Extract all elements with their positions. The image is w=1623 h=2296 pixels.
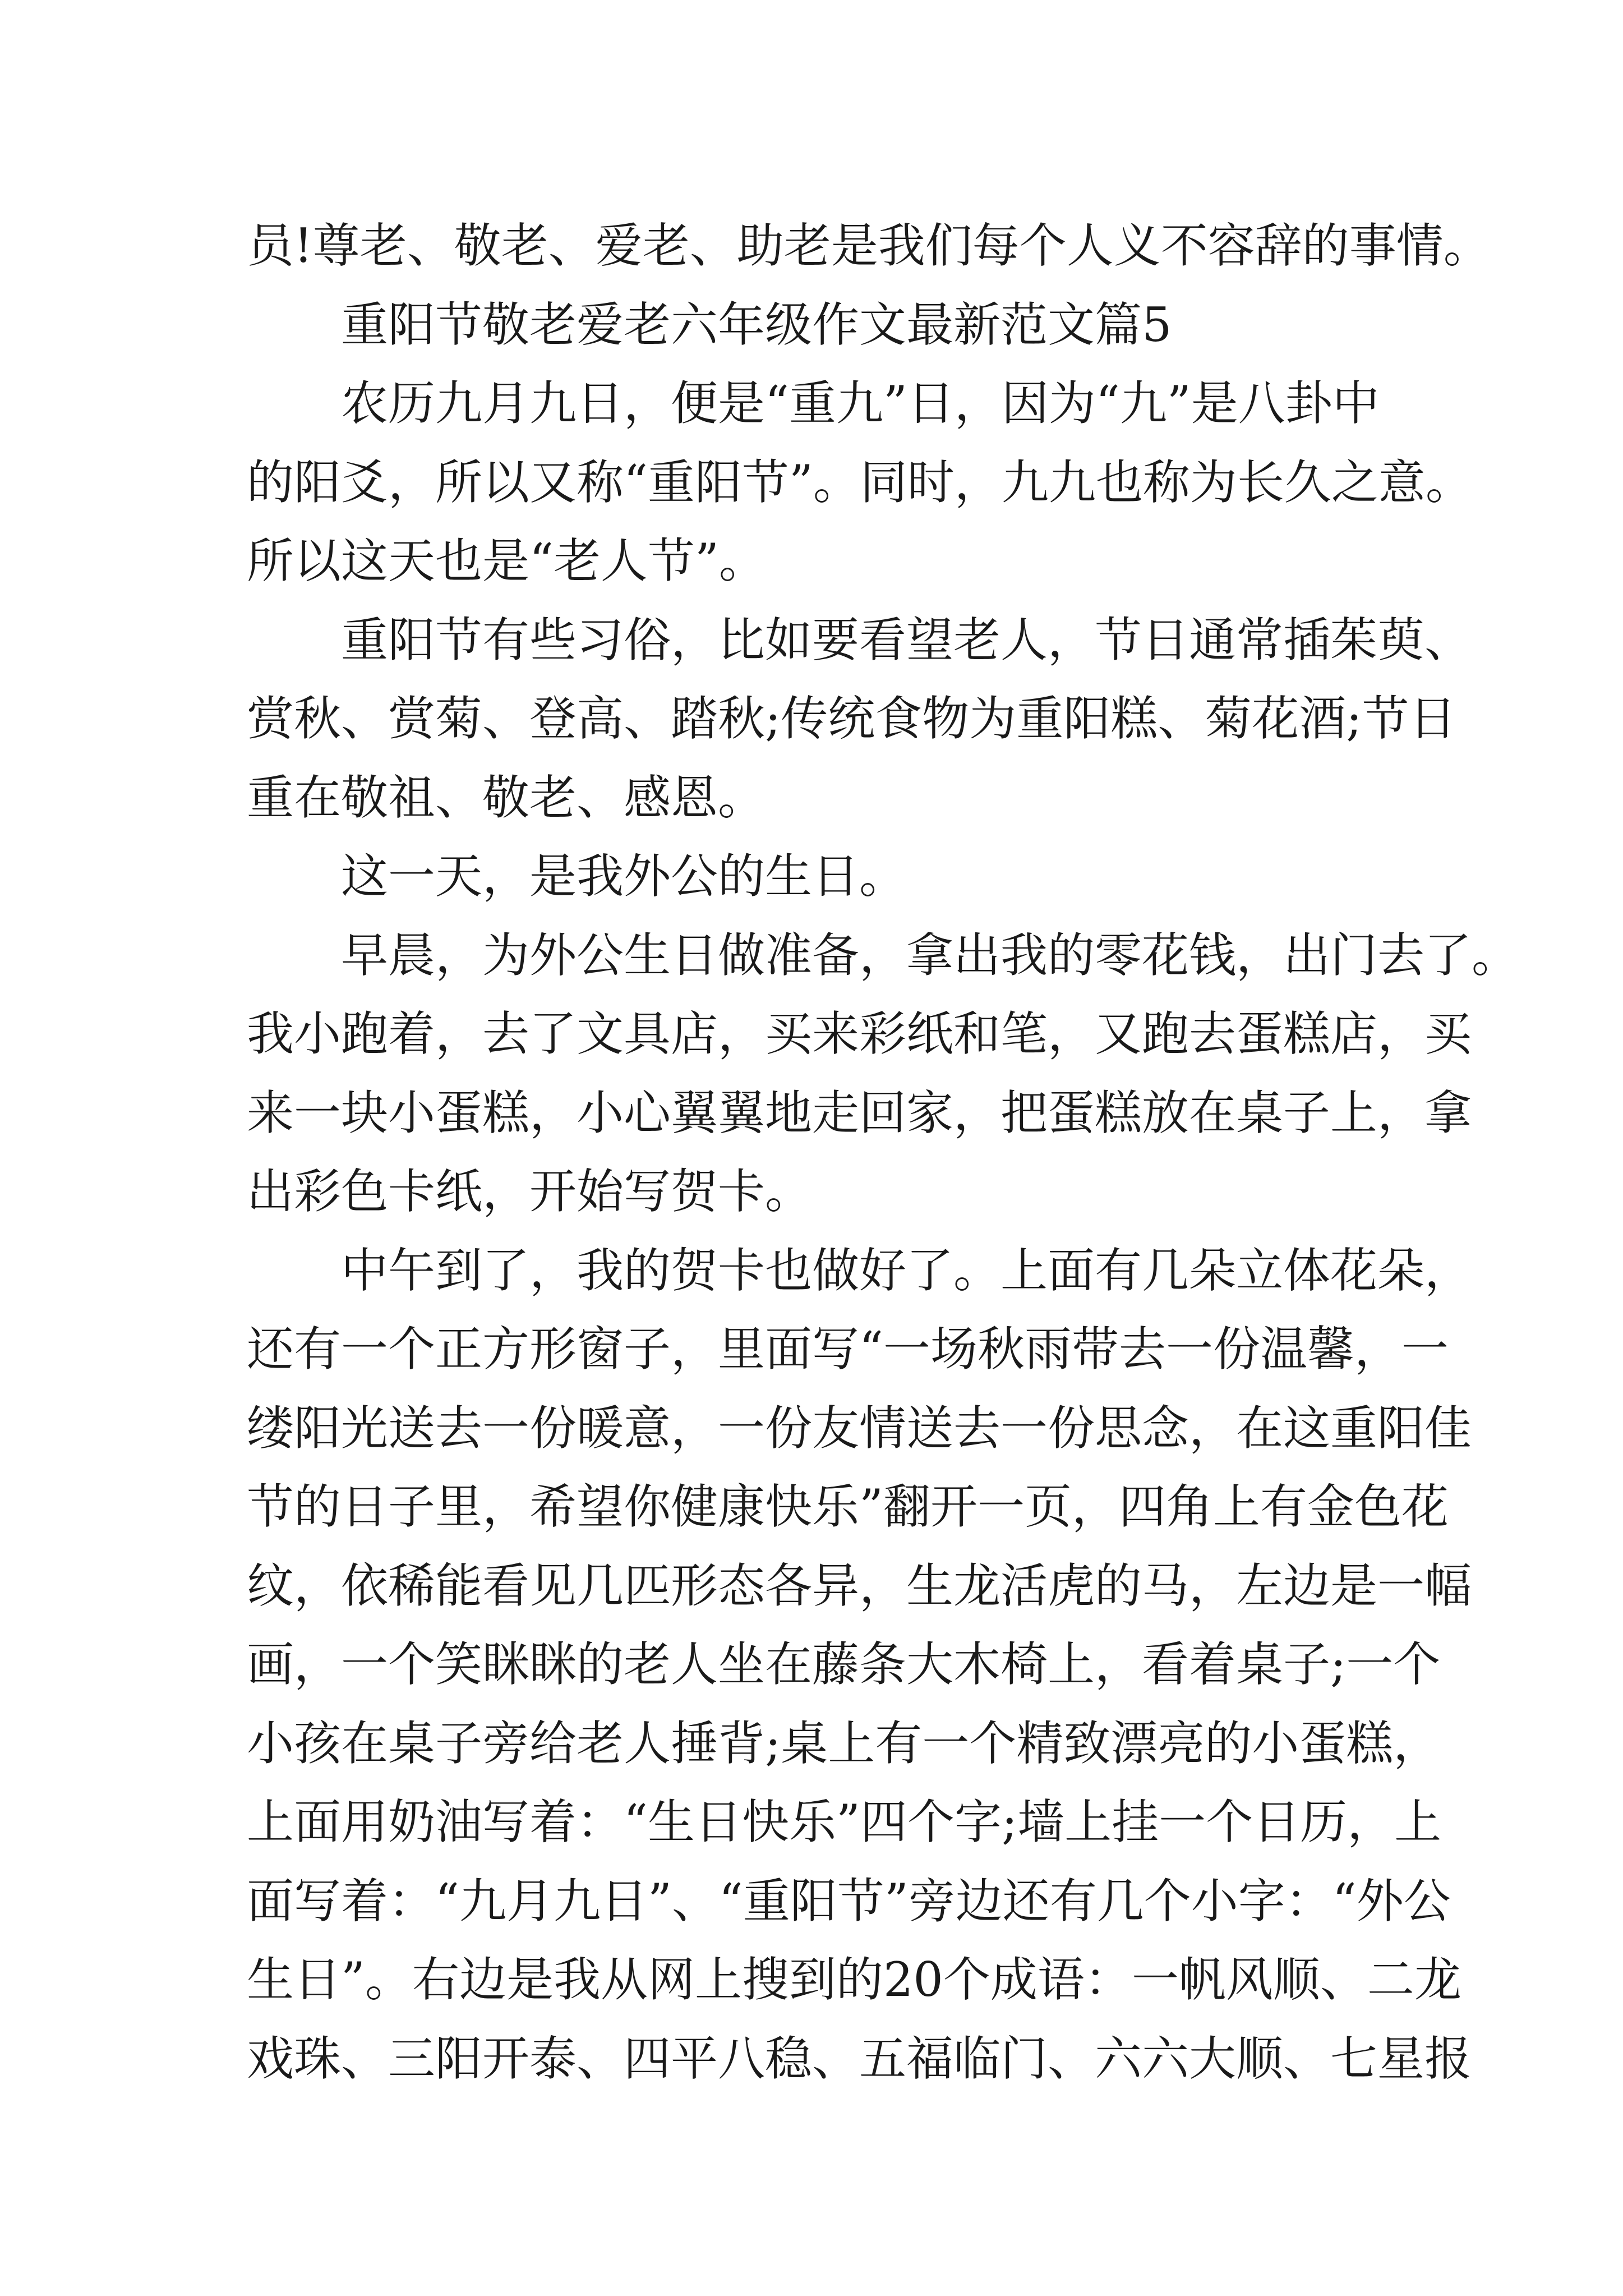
text-line: 重阳节有些习俗，比如要看望老人，节日通常插茱萸、 (341, 612, 1472, 668)
text-line: 小孩在桌子旁给老人捶背;桌上有一个精致漂亮的小蛋糕， (247, 1715, 1441, 1771)
text-line: 中午到了，我的贺卡也做好了。上面有几朵立体花朵， (341, 1243, 1472, 1298)
text-line: 来一块小蛋糕，小心翼翼地走回家，把蛋糕放在桌子上，拿 (247, 1085, 1472, 1140)
text-line: 节的日子里，希望你健康快乐”翻开一页，四角上有金色花 (247, 1479, 1449, 1534)
text-line: 重在敬祖、敬老、感恩。 (247, 770, 766, 825)
text-line: 缕阳光送去一份暖意，一份友情送去一份思念，在这重阳佳 (247, 1400, 1472, 1456)
text-line: 我小跑着，去了文具店，买来彩纸和笔，又跑去蛋糕店，买 (247, 1006, 1472, 1061)
text-line: 出彩色卡纸，开始写贺卡。 (247, 1164, 813, 1219)
text-line: 纹，依稀能看见几匹形态各异，生龙活虎的马，左边是一幅 (247, 1558, 1472, 1613)
text-line: 生日”。右边是我从网上搜到的20个成语：一帆风顺、二龙 (247, 1952, 1461, 2007)
text-line: 所以这天也是“老人节”。 (247, 533, 766, 588)
text-line: 重阳节敬老爱老六年级作文最新范文篇5 (341, 297, 1172, 352)
text-line: 上面用奶油写着：“生日快乐”四个字;墙上挂一个日历，上 (247, 1795, 1442, 1849)
text-line: 这一天，是我外公的生日。 (341, 849, 907, 904)
text-line: 还有一个正方形窗子，里面写“一场秋雨带去一份温馨，一 (247, 1322, 1449, 1377)
text-line: 戏珠、三阳开泰、四平八稳、五福临门、六六大顺、七星报 (247, 2031, 1472, 2086)
text-line: 农历九月九日，便是“重九”日，因为“九”是八卦中 (341, 376, 1380, 431)
document-body (247, 206, 1519, 2098)
text-line: 面写着：“九月九日”、“重阳节”旁边还有几个小字：“外公 (247, 1873, 1451, 1929)
text-line: 赏秋、赏菊、登高、踏秋;传统食物为重阳糕、菊花酒;节日 (247, 691, 1456, 746)
text-line: 的阳爻，所以又称“重阳节”。同时，九九也称为长久之意。 (247, 454, 1473, 510)
text-line: 员!尊老、敬老、爱老、助老是我们每个人义不容辞的事情。 (247, 218, 1491, 273)
text-line: 画，一个笑眯眯的老人坐在藤条大木椅上，看着桌子;一个 (247, 1637, 1441, 1692)
text-line: 早晨，为外公生日做准备，拿出我的零花钱，出门去了。 (341, 927, 1519, 983)
